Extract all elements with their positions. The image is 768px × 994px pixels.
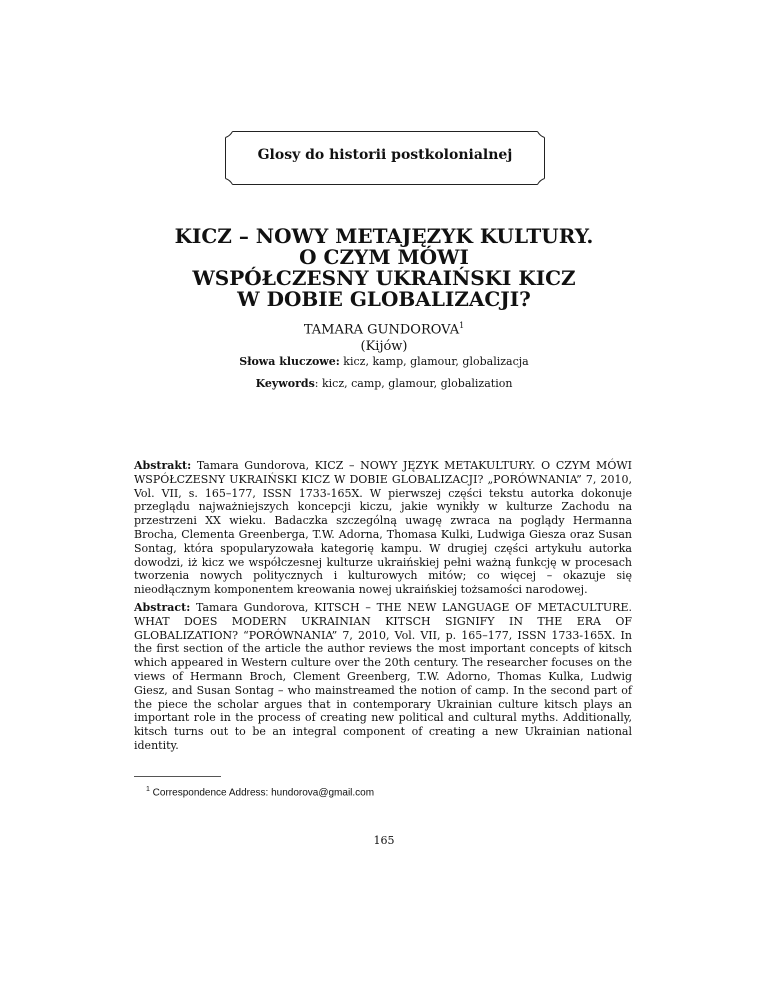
section-header-title: Glosy do historii postkolonialnej xyxy=(257,147,513,163)
footnote-divider xyxy=(134,776,221,777)
title-line: WSPÓŁCZESNY UKRAIŃSKI KICZ xyxy=(192,266,576,290)
footnote-text: Correspondence Address: hundorova@gmail.com xyxy=(149,787,375,799)
abstract-polish-label: Abstrakt: xyxy=(134,459,192,472)
page-number: 165 xyxy=(373,834,395,847)
keywords-polish-text: kicz, kamp, glamour, globalizacja xyxy=(339,355,529,368)
article-title xyxy=(134,226,634,310)
title-line: KICZ – NOWY METAJĘZYK KULTURY. xyxy=(174,224,594,248)
footnote-mark: 1 xyxy=(146,786,150,793)
abstract-english-label: Abstract: xyxy=(134,601,191,614)
author-name: TAMARA GUNDOROVA xyxy=(303,322,460,338)
abstract-polish-text: Tamara Gundorova, KICZ – NOWY JĘZYK METAKULTURY. O CZYM MÓWI WSPÓŁCZESNY UKRAIŃSKI KICZ W DOBIE GLOBALIZACJI? „PORÓWNANIA” 7, 2010, Vol. VII, s. 165–177, ISSN 1733-165X. W pierwszej części tekstu autorka dokonuje przeglądu najważniejszych koncepcji kiczu, jakie wynikły w kulturze Zachodu na przestrzeni XX wieku. Badaczka szczególną uwagę zwraca na poglądy Hermanna Brocha, Clementa Greenberga, T.W. Adorna, Thomasa Kulki, Ludwiga Giesza oraz Susan Sontag, która spopularyzowała kategorię kampu. W drugiej części artykułu autorka dowodzi, iż kicz we współczesnej kulturze ukraińskiej pełni ważną funkcję w procesach tworzenia nowych politycznych i kulturowych mitów; co więcej – okazuje się nieodłącznym komponentem kreowania nowej ukraińskiej tożsamości narodowej. xyxy=(134,459,632,597)
keywords-english xyxy=(134,377,634,390)
abstract-english-text: Tamara Gundorova, KITSCH – THE NEW LANGUAGE OF METACULTURE. WHAT DOES MODERN UKRAINIAN KITSCH SIGNIFY IN THE ERA OF GLOBALIZATION? “PORÓWNANIA” 7, 2010, Vol. VII, p. 165–177, ISSN 1733-165X. In the first section of the article the author reviews the most important concepts of kitsch which appeared in Western culture over the 20th century. The researcher focuses on the views of Hermann Broch, Clement Greenberg, T.W. Adorno, Thomas Kulka, Ludwig Giesz, and Susan Sontag – who mainstreamed the notion of camp. In the second part of the piece the scholar argues that in contemporary Ukrainian culture kitsch plays an important role in the process of creating new political and cultural myths. Additionally, kitsch turns out to be an integral component of creating a new Ukrainian national identity. xyxy=(134,601,632,752)
keywords-polish-label: Słowa kluczowe: xyxy=(239,355,340,368)
keywords-english-label: Keywords xyxy=(255,377,315,390)
title-line: W DOBIE GLOBALIZACJI? xyxy=(237,287,531,311)
keywords-polish xyxy=(134,355,634,368)
title-line: O CZYM MÓWI xyxy=(299,245,469,269)
abstract-polish xyxy=(134,459,632,597)
section-header-box xyxy=(222,130,548,186)
abstract-english xyxy=(134,601,632,753)
author-block xyxy=(134,317,634,355)
footnote xyxy=(146,786,374,798)
footnote-marker: 1 xyxy=(459,321,465,330)
author-location: (Kijów) xyxy=(360,339,408,355)
keywords-english-text: : kicz, camp, glamour, globalization xyxy=(314,377,513,390)
